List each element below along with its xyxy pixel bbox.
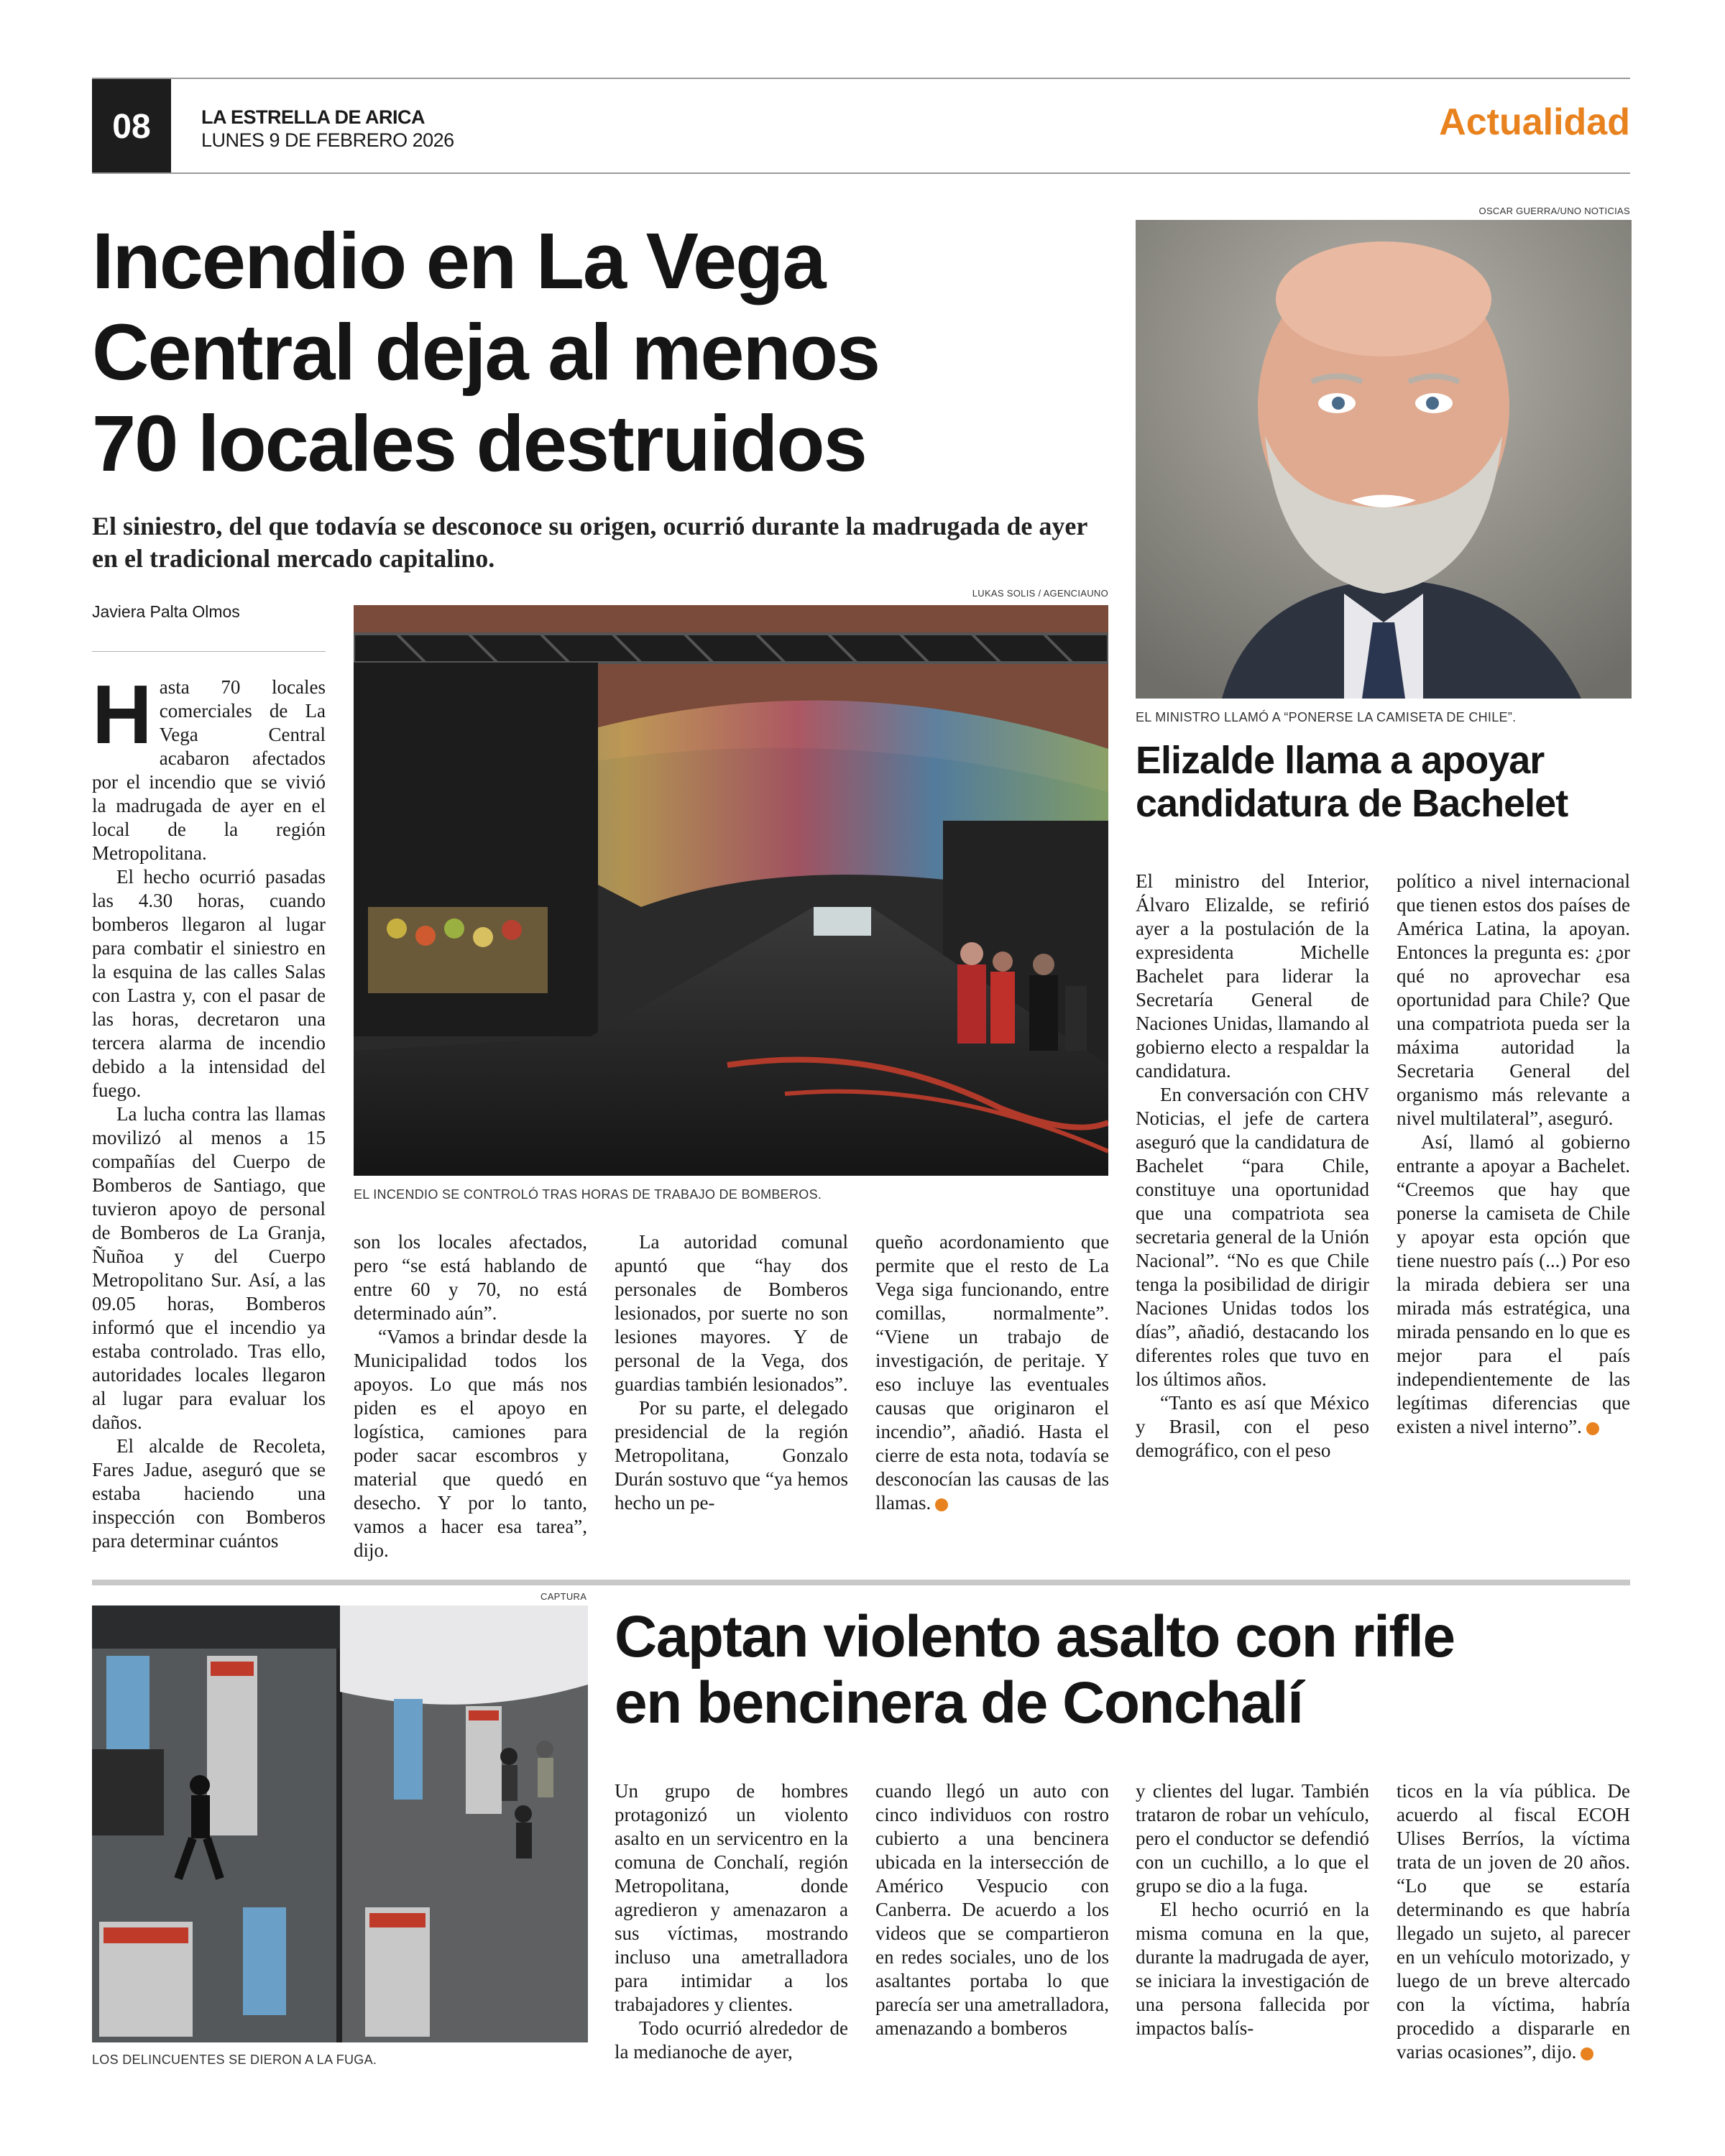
page-number: 08 [92,79,171,174]
asalto-paragraph: cuando llegó un auto con cinco individuos con rostro cubierto a una bencinera ubicada en la intersección de Américo Vespucio con Canberra. De acuerdo a los videos que se compartieron en redes sociales, uno de los asaltantes portaba lo que parecía ser una ametralladora, amenazando a bomberos [875,1780,1109,2039]
end-mark-icon [1586,1422,1599,1435]
elizalde-photo-caption: EL MINISTRO LLAMÓ A “PONERSE LA CAMISETA DE CHILE”. [1136,710,1517,724]
fire-paragraph: Por su parte, el delegado presidencial de la región Metropolitana, Gonzalo Durán sostuvo que “ya hemos hecho un pe- [615,1397,848,1514]
section-divider [92,1580,1630,1585]
fire-headline-line: Incendio en La Vega [92,217,825,305]
fire-column-3 [615,1230,848,1515]
header-top-rule [92,78,1630,79]
minister-portrait-illustration [1136,220,1632,699]
asalto-photo-credit: CAPTURA [540,1591,587,1602]
asalto-column-1 [615,1779,848,2064]
asalto-headline-line: Captan violento asalto con rifle [615,1604,1455,1669]
fire-photo-credit: LUKAS SOLIS / AGENCIAUNO [972,588,1108,599]
elizalde-paragraph-text: Así, llamó al gobierno entrante a apoyar a Bachelet. “Creemos que hay que ponerse la camiseta de Chile y apoyar esta opción que tiene nuestro país (...) Por eso la mirada debiera ser una mirada más estratégica, una mirada pensando en lo que es mejor para el país independientemente de las legítimas diferencias que existen a nivel interno”. [1397,1131,1630,1437]
elizalde-photo-credit: OSCAR GUERRA/UNO NOTICIAS [1478,206,1630,216]
elizalde-paragraph: El ministro del Interior, Álvaro Elizalde, se refirió ayer a la postulación de la expresidenta Michelle Bachelet para liderar la Secretaría General de Naciones Unidas, llamando al gobierno electo a respaldar la candidatura. [1136,870,1369,1082]
elizalde-headline-line: Elizalde llama a apoyar [1136,739,1545,782]
fire-deck: El siniestro, del que todavía se desconoce su origen, ocurrió durante la madrugada de ayer en el tradicional mercado capitalino. [92,512,1087,573]
fire-paragraph: “Vamos a brindar desde la Municipalidad todos los apoyos. Lo que más nos piden es el apoyo en logística, camiones para poder sacar escombros y material que quedó en desecho. Y por lo tanto, vamos a hacer esa tarea”, dijo. [354,1326,587,1561]
asalto-headline-line: en bencinera de Conchalí [615,1670,1303,1736]
fire-paragraph [875,1230,1109,1515]
asalto-column-2 [875,1779,1109,2040]
asalto-paragraph: Un grupo de hombres protagonizó un violento asalto en un servicentro en la comuna de Conchalí, región Metropolitana, donde agredieron y amenazaron a sus víctimas, mostrando incluso una ametralladora para intimidar a los trabajadores y clientes. [615,1780,848,2015]
asalto-column-4 [1397,1779,1630,2064]
asalto-paragraph [1397,1779,1630,2064]
elizalde-paragraph [1397,1130,1630,1439]
fire-paragraph: El hecho ocurrió pasadas las 4.30 horas, cuando bomberos llegaron al lugar para combatir el siniestro en la esquina de las calles Salas con Lastra y, con el pasar de las horas, decretaron una tercera alarma de incendio debido a la intensidad del fuego. [92,866,326,1101]
fire-headline [92,216,1113,489]
header-bottom-rule [92,172,1630,174]
drop-cap: H [92,676,152,761]
elizalde-headline-line: candidatura de Bachelet [1136,782,1568,825]
asalto-paragraph: y clientes del lugar. También trataron de robar un vehículo, pero el conductor se defendió con un cuchillo, a lo que el grupo se dio a la fuga. [1136,1780,1369,1897]
end-mark-icon [935,1498,948,1511]
asalto-photo [92,1606,588,2042]
end-mark-icon [1581,2047,1593,2060]
section-label: Actualidad [1439,101,1630,143]
fire-photo [354,605,1108,1176]
elizalde-paragraph: político a nivel internacional que tienen estos dos países de América Latina, la apoyan. Entonces la pregunta es: ¿por qué no aprovechar esa oportunidad para Chile? Que una compatriota pueda ser la máxima autoridad la Secretaria General del organismo más relevante a nivel multilateral”, aseguró. [1397,870,1630,1129]
elizalde-paragraph: En conversación con CHV Noticias, el jefe de cartera aseguró que la candidatura de Bachelet “para Chile, constituye una oportunidad que una compatriota sea secretaria general de la Unión Nacional”. “No es que Chile tenga la posibilidad de dirigir Naciones Unidas todos los días”, añadió, destacando los diferentes roles que tuvo en los últimos años. [1136,1084,1369,1390]
market-interior-illustration [354,605,1108,1176]
elizalde-column-1 [1136,870,1369,1462]
fire-column-4 [875,1230,1109,1515]
fire-paragraph [92,676,326,865]
fire-paragraph: La lucha contra las llamas movilizó al menos a 15 compañías del Cuerpo de Bomberos de Santiago, que tuvieron apoyo de personal de Bomberos de La Granja, Ñuñoa y del Cuerpo Metropolitano Sur. Así, a las 09.05 horas, Bomberos informó que el incendio ya estaba controlado. Tras ello, autoridades locales llegaron al lugar para evaluar los daños. [92,1103,326,1433]
newspaper-name: LA ESTRELLA DE ARICA [201,106,425,128]
elizalde-photo [1136,220,1632,699]
fire-byline: Javiera Palta Olmos [92,602,240,621]
asalto-paragraph: El hecho ocurrió en la misma comuna en la que, durante la madrugada de ayer, se iniciara la investigación de una persona fallecida por impactos balís- [1136,1899,1369,2039]
fire-paragraph-text: queño acordonamiento que permite que el resto de La Vega siga funcionando, entre comillas, normalmente”. “Viene un trabajo de investigación, de peritaje. Y eso incluye las eventuales causas que originaron el incendio”, añadió. Hasta el cierre de esta nota, todavía se desconocían las causas de las llamas. [875,1231,1109,1514]
fire-photo-caption: EL INCENDIO SE CONTROLÓ TRAS HORAS DE TRABAJO DE BOMBEROS. [354,1187,822,1202]
asalto-paragraph: Todo ocurrió alrededor de la medianoche de ayer, [615,2017,848,2063]
elizalde-headline [1136,739,1632,825]
asalto-headline [615,1604,1635,1736]
asalto-paragraph-text: ticos en la vía pública. De acuerdo al fiscal ECOH Ulises Berríos, la víctima trata de un joven de 20 años. “Lo que se estaría determinando es que habría llegado un sujeto, al parecer en un vehículo motorizado, y luego de un breve altercado con la víctima, habría procedido a dispararle en varias ocasiones”, dijo. [1397,1780,1630,2063]
gas-station-cctv-illustration [92,1606,588,2042]
fire-paragraph-text: asta 70 locales comerciales de La Vega Central acabaron afectados por el incendio que se vivió la madrugada de ayer en el local de la región Metropolitana. [92,676,326,864]
fire-headline-line: 70 locales destruidos [92,400,866,488]
fire-paragraph: La autoridad comunal apuntó que “hay dos personales de Bomberos lesionados, por suerte no son lesiones mayores. Y de personal de la Vega, dos guardias también lesionados”. [615,1231,848,1395]
elizalde-paragraph: “Tanto es así que México y Brasil, con el peso demográfico, con el peso [1136,1392,1369,1461]
fire-column-2 [354,1230,587,1562]
edition-date: LUNES 9 DE FEBRERO 2026 [201,129,454,151]
asalto-column-3 [1136,1779,1369,2040]
fire-column-1 [92,676,326,1552]
fire-paragraph: son los locales afectados, pero “se está hablando de entre 60 y 70, no está determinado aún”. [354,1231,587,1324]
fire-paragraph: El alcalde de Recoleta, Fares Jadue, aseguró que se estaba haciendo una inspección con Bomberos para determinar cuántos [92,1435,326,1552]
fire-headline-line: Central deja al menos [92,308,880,397]
asalto-photo-caption: LOS DELINCUENTES SE DIERON A LA FUGA. [92,2053,377,2067]
byline-rule [92,651,326,652]
elizalde-column-2 [1397,870,1630,1439]
